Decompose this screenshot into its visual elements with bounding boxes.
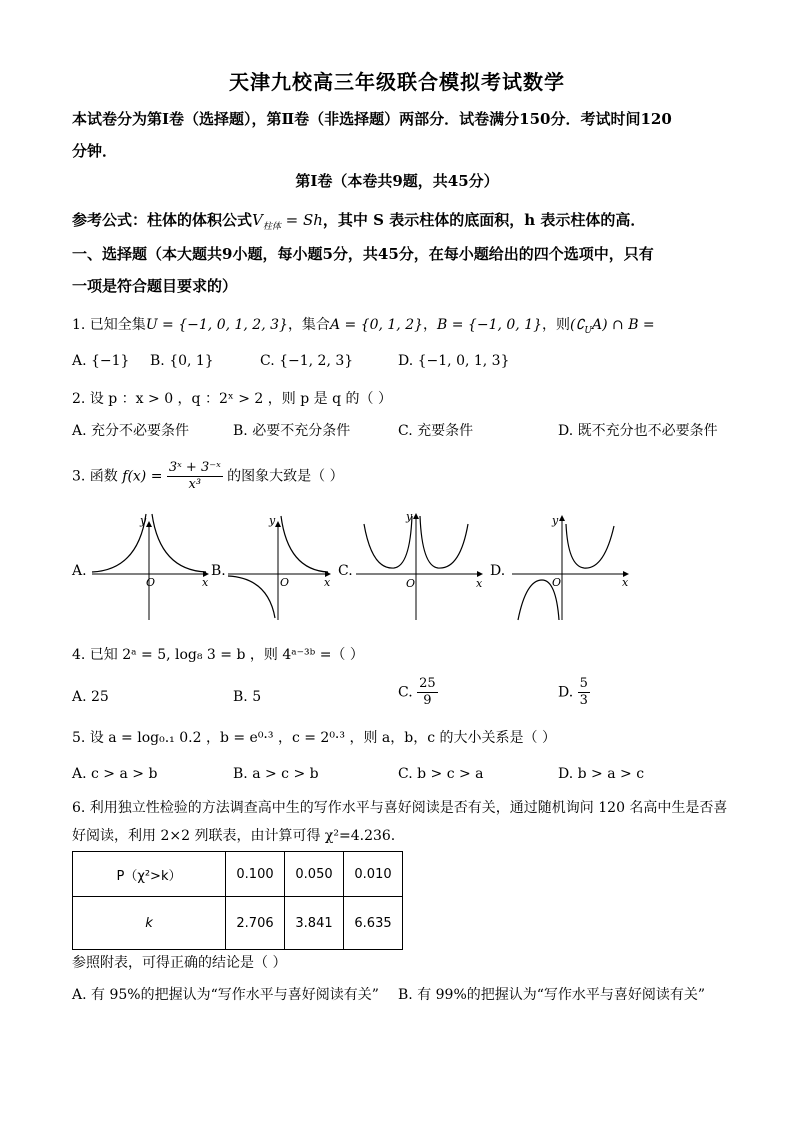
formula-sub: 柱体 bbox=[262, 222, 281, 232]
q6-option-b: B. 有 99%的把握认为“写作水平与喜好阅读有关” bbox=[398, 987, 706, 1003]
q4-option-c-den: 9 bbox=[423, 693, 432, 708]
formula-suffix: ，其中 S 表示柱体的底面积，h 表示柱体的高． bbox=[322, 211, 646, 229]
q2-option-c: C. 充要条件 bbox=[398, 423, 474, 439]
q2-option-b: B. 必要不充分条件 bbox=[233, 423, 351, 439]
q1-set-u: U = {−1, 0, 1, 2, 3} bbox=[145, 317, 288, 333]
question-3-stem bbox=[72, 460, 732, 493]
graph-b-label: B. bbox=[211, 563, 226, 579]
chi-square-table bbox=[72, 851, 403, 950]
graph-d-label: D. bbox=[490, 563, 506, 579]
q1-option-d: D. {−1, 0, 1, 3} bbox=[398, 353, 510, 369]
table-row bbox=[73, 852, 403, 897]
q4-option-d-den: 3 bbox=[579, 693, 588, 708]
graph-d-y-label: y bbox=[552, 514, 559, 527]
graph-a bbox=[88, 510, 214, 622]
table-cell: k bbox=[73, 897, 226, 950]
table-cell: 0.010 bbox=[344, 852, 403, 897]
q5-option-d: D. b > a > c bbox=[558, 766, 645, 782]
q3-stem-a: 3. 函数 bbox=[72, 468, 118, 485]
q3-denominator: x³ bbox=[188, 477, 202, 492]
q1-option-c: C. {−1, 2, 3} bbox=[260, 353, 354, 369]
part1-heading: 第Ⅰ卷（本卷共9题，共45分） bbox=[295, 172, 499, 190]
intro-line-1: 本试卷分为第Ⅰ卷（选择题），第Ⅱ卷（非选择题）两部分．试卷满分150分．考试时间120 bbox=[72, 110, 672, 128]
graph-d-x-label: x bbox=[622, 576, 629, 589]
table-cell: 0.100 bbox=[226, 852, 285, 897]
exam-title: 天津九校高三年级联合模拟考试数学 bbox=[229, 70, 565, 94]
graph-c-y-label: y bbox=[406, 510, 413, 523]
question-6-after-table: 参照附表，可得正确的结论是（ ） bbox=[72, 955, 287, 971]
question-2-stem: 2. 设 p ：x > 0 ，q ：2ˣ > 2 ，则 p 是 q 的（ ） bbox=[72, 391, 392, 407]
question-6-stem-line-2: 好阅读，利用 2×2 列联表，由计算可得 χ²=4.236. bbox=[72, 828, 396, 844]
q1-option-b: B. {0, 1} bbox=[150, 353, 214, 369]
graph-a-label: A. bbox=[72, 563, 87, 579]
q4-option-d-fraction bbox=[578, 676, 590, 709]
formula-prefix: 参考公式：柱体的体积公式 bbox=[72, 211, 253, 229]
q4-option-b: B. 5 bbox=[233, 689, 262, 705]
graph-c-label: C. bbox=[338, 563, 353, 579]
question-5-stem: 5. 设 a = log₀.₁ 0.2 ，b = e⁰·³ ，c = 2⁰·³ ，则 a，b，c 的大小关系是（ ） bbox=[72, 730, 556, 746]
formula-v: V bbox=[252, 211, 263, 229]
q1-expr-sub: U bbox=[584, 325, 592, 336]
q1-set-a: A = {0, 1, 2} bbox=[329, 317, 424, 333]
q1-comma: ， bbox=[423, 317, 438, 333]
graph-c bbox=[354, 510, 486, 622]
graph-b-origin: O bbox=[280, 576, 290, 589]
graph-b-x-label: x bbox=[324, 576, 331, 589]
graph-b-y-label: y bbox=[269, 514, 276, 527]
q4-option-d bbox=[558, 676, 590, 709]
graph-c-x-label: x bbox=[476, 577, 483, 590]
section1-line-2: 一项是符合题目要求的） bbox=[72, 277, 238, 295]
q4-option-c-num: 25 bbox=[419, 676, 436, 691]
graph-d bbox=[508, 510, 634, 622]
q3-numerator: 3ˣ + 3⁻ˣ bbox=[168, 460, 221, 475]
formula-eq: = Sh bbox=[280, 211, 323, 229]
q1-set-b: B = {−1, 0, 1} bbox=[437, 317, 543, 333]
q4-option-d-num: 5 bbox=[579, 676, 588, 691]
graph-d-origin: O bbox=[552, 576, 562, 589]
intro-line-2: 分钟． bbox=[72, 142, 118, 160]
question-6-stem-line-1: 6. 利用独立性检验的方法调查高中生的写作水平与喜好阅读是否有关，通过随机询问 120 名高中生是否喜 bbox=[72, 800, 728, 816]
q1-expr: (∁ bbox=[570, 317, 585, 333]
q1-stem-c: ，则 bbox=[542, 317, 571, 333]
table-cell: P（χ²>k） bbox=[73, 852, 226, 897]
q5-option-b: B. a > c > b bbox=[233, 766, 319, 782]
table-cell: 0.050 bbox=[285, 852, 344, 897]
q2-option-a: A. 充分不必要条件 bbox=[72, 423, 190, 439]
graph-a-x-label: x bbox=[202, 576, 209, 589]
q1-stem-b: ，集合 bbox=[287, 317, 330, 333]
q1-option-a: A. {−1} bbox=[72, 353, 130, 369]
graph-c-origin: O bbox=[406, 577, 416, 590]
table-cell: 3.841 bbox=[285, 897, 344, 950]
q4-option-d-label: D. bbox=[558, 684, 574, 701]
q1-expr-end: A) ∩ B = bbox=[591, 317, 655, 333]
q6-option-a: A. 有 95%的把握认为“写作水平与喜好阅读有关” bbox=[72, 987, 379, 1003]
q4-option-c-fraction bbox=[417, 676, 438, 709]
table-row bbox=[73, 897, 403, 950]
q3-stem-b: 的图象大致是（ ） bbox=[227, 468, 344, 485]
question-4-stem: 4. 已知 2ᵃ = 5, log₈ 3 = b ，则 4ᵃ⁻³ᵇ =（ ） bbox=[72, 647, 364, 663]
q5-option-c: C. b > c > a bbox=[398, 766, 484, 782]
q2-option-d: D. 既不充分也不必要条件 bbox=[558, 423, 718, 439]
table-cell: 6.635 bbox=[344, 897, 403, 950]
table-cell: 2.706 bbox=[226, 897, 285, 950]
section1-line-1: 一、选择题（本大题共9小题，每小题5分，共45分，在每小题给出的四个选项中，只有 bbox=[72, 245, 654, 263]
question-1-stem bbox=[72, 314, 732, 342]
graph-b bbox=[224, 510, 336, 622]
graph-a-y-label: y bbox=[140, 514, 147, 527]
q4-option-c bbox=[398, 676, 438, 709]
graph-a-origin: O bbox=[146, 576, 156, 589]
q3-fx: f(x) = bbox=[122, 468, 163, 485]
q4-option-a: A. 25 bbox=[72, 689, 109, 705]
q3-fraction bbox=[167, 460, 223, 493]
q1-stem-a: 1. 已知全集 bbox=[72, 317, 146, 333]
q5-option-a: A. c > a > b bbox=[72, 766, 158, 782]
q4-option-c-label: C. bbox=[398, 684, 413, 701]
